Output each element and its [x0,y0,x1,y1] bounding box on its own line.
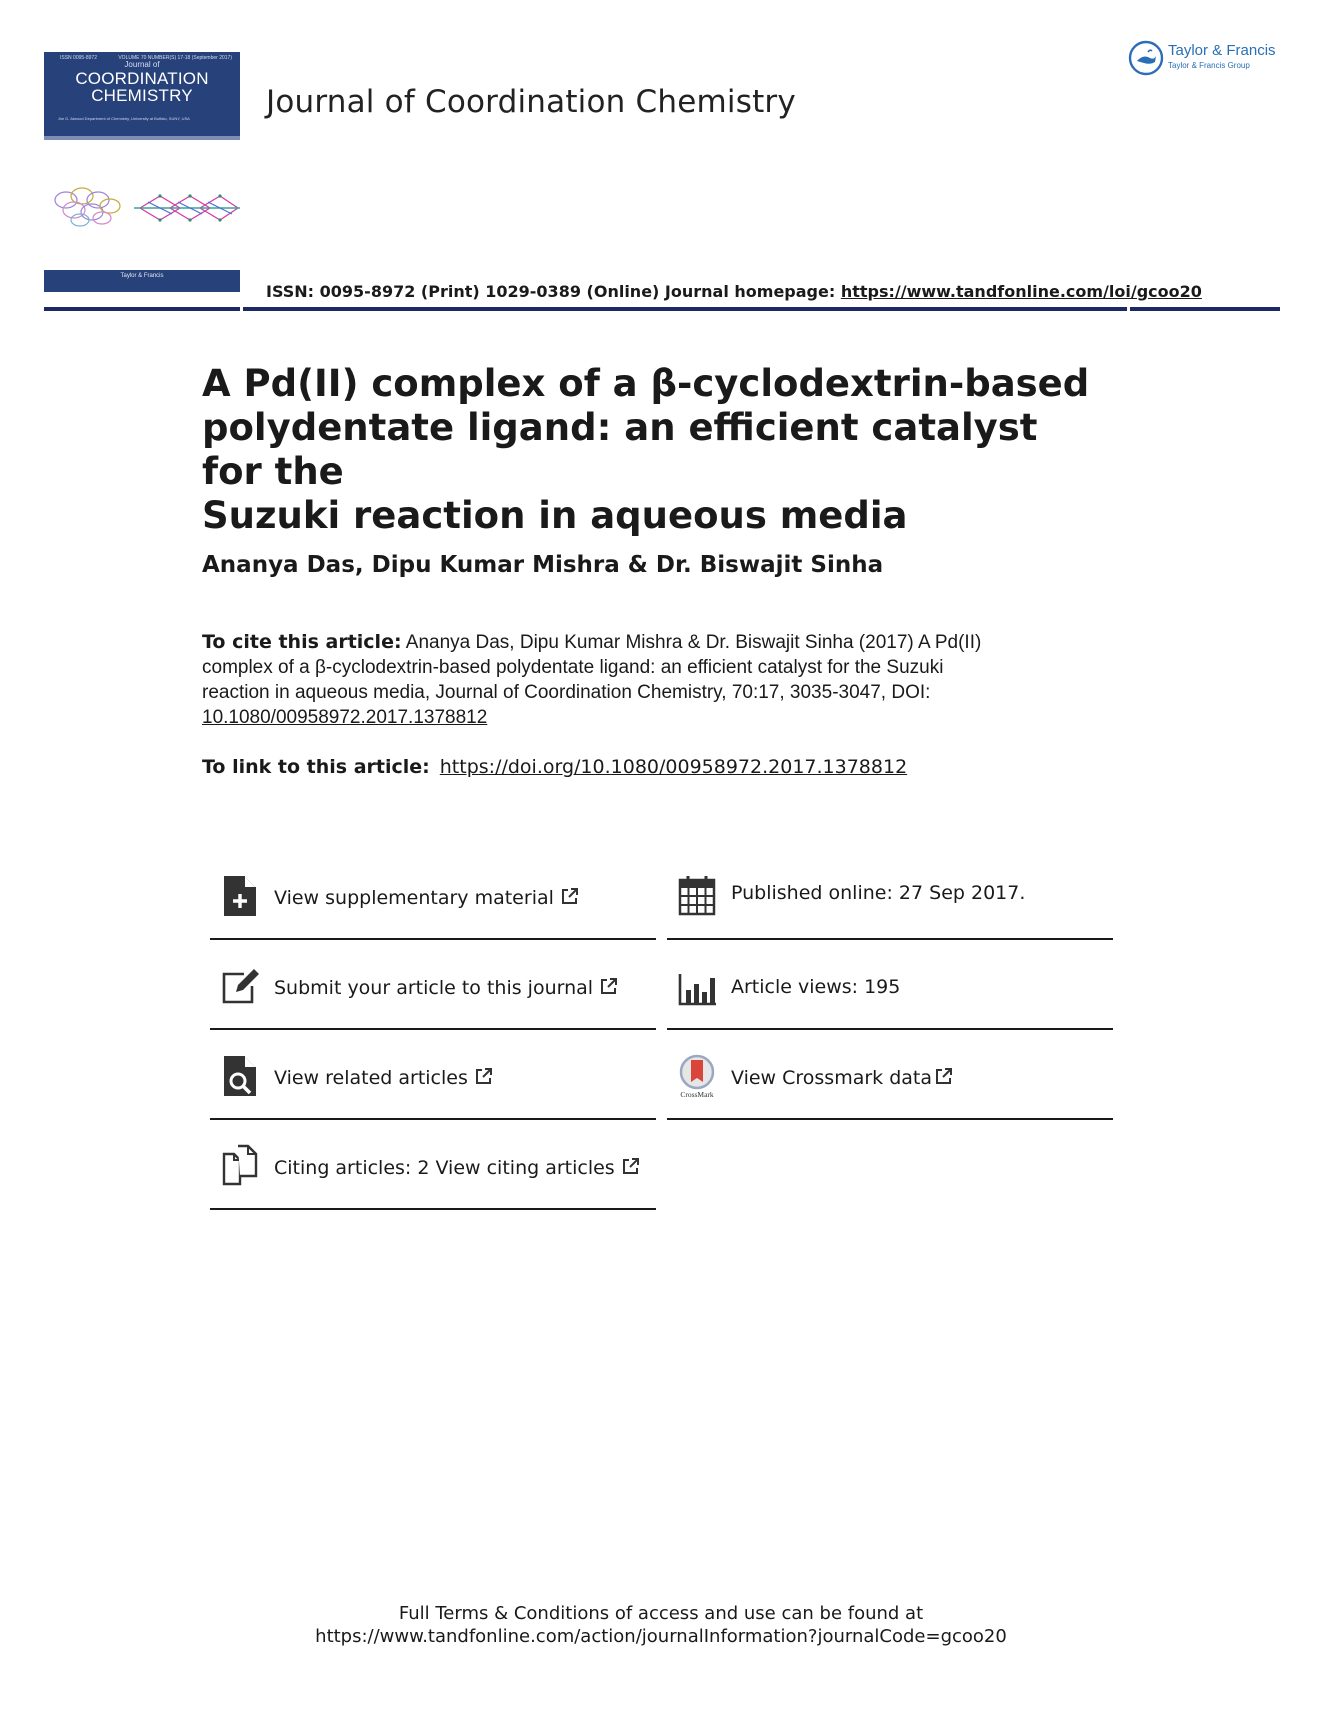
terms-text: Full Terms & Conditions of access and use can be found at [398,1603,924,1624]
crossmark-icon [677,1054,717,1098]
panel-divider [667,1028,1113,1030]
publisher-name: Taylor & Francis [1168,42,1276,59]
submit-article-link[interactable]: Submit your article to this journal [274,977,594,999]
supplementary-link[interactable]: View supplementary material [274,887,554,909]
panel-divider [210,938,656,940]
bar-chart-icon [677,964,717,1008]
external-link-icon [934,1066,954,1086]
cover-journal-of: Journal of [124,60,160,69]
cover-name-line1: COORDINATION [75,69,209,88]
panel-supplementary[interactable] [210,852,656,940]
journal-homepage-link[interactable]: https://www.tandfonline.com/loi/gcoo20 [840,282,1202,301]
cover-banner [44,52,240,136]
panel-divider [210,1118,656,1120]
citation-label: To cite this article: [202,631,402,653]
crossmark-link[interactable]: View Crossmark data [731,1067,933,1089]
calendar-icon [677,874,717,918]
article-authors: Ananya Das, Dipu Kumar Mishra & Dr. Biswajit Sinha [202,552,884,578]
related-articles-link[interactable]: View related articles [274,1067,468,1089]
article-link-label: To link to this article: [202,756,430,778]
cover-publisher-band [44,270,240,292]
issn-line [266,282,1202,301]
cover-name-line2: CHEMISTRY [91,86,193,105]
panel-citing[interactable] [210,1122,656,1210]
panel-crossmark[interactable] [667,1032,1113,1120]
panel-divider [210,1208,656,1210]
cover-molecule-illustration [44,178,240,238]
cover-divider [44,136,240,140]
header-rule-gap [1127,307,1130,311]
copy-documents-icon [220,1144,260,1188]
panel-text [274,1066,494,1089]
article-doi-link[interactable]: https://doi.org/10.1080/00958972.2017.1378812 [439,756,908,778]
panel-divider [667,1118,1113,1120]
cover-issn: ISSN 0095-8972 [60,55,97,61]
file-plus-icon [220,874,260,918]
crossmark-logo-text: CrossMark [680,1090,714,1098]
panel-divider [210,1028,656,1030]
external-link-icon [474,1066,494,1086]
citation-line [202,630,1082,655]
panel-text [274,886,580,909]
external-link-icon [599,976,619,996]
panel-text [274,1156,641,1179]
cover-journal-name [44,70,240,104]
file-search-icon [220,1054,260,1098]
terms-link[interactable]: https://www.tandfonline.com/action/journalInformation?journalCode=gcoo20 [315,1626,1007,1647]
panel-text [274,976,619,999]
terms-footer [0,1602,1322,1648]
citation-doi-link[interactable]: 10.1080/00958972.2017.1378812 [202,707,488,728]
publisher-group: Taylor & Francis Group [1168,61,1250,70]
article-views-text: Article views: 195 [731,976,901,998]
issn-text: ISSN: 0095-8972 (Print) 1029-0389 (Online) Journal homepage: [266,282,841,301]
journal-cover-image [44,52,240,292]
header-rule-gap [240,307,243,311]
cover-volume: VOLUME 70 NUMBER(S) 17-18 (September 2017) [118,55,232,61]
cover-publisher: Taylor & Francis [120,273,164,279]
panel-views [667,942,1113,1030]
panel-divider [667,938,1113,940]
header-rule [44,307,1280,311]
publisher-logo[interactable] [1128,38,1288,78]
publisher-lamp-icon [1128,40,1164,76]
published-online-text: Published online: 27 Sep 2017. [731,882,1026,904]
article-title [202,362,1102,538]
article-link-line [202,756,907,778]
external-link-icon [560,886,580,906]
citation-text: Ananya Das, Dipu Kumar Mishra & Dr. Biswajit Sinha (2017) A Pd(II) [401,632,982,653]
journal-title: Journal of Coordination Chemistry [266,84,796,120]
external-link-icon [621,1156,641,1176]
panel-published [667,852,1113,940]
article-title-line: A Pd(II) complex of a β-cyclodextrin-based [202,362,1090,405]
panel-submit[interactable] [210,942,656,1030]
citation-line: reaction in aqueous media, Journal of Coordination Chemistry, 70:17, 3035-3047, DOI: [202,682,931,703]
citing-articles-link[interactable]: Citing articles: 2 View citing articles [274,1157,615,1179]
cover-editor: Jim D. Atwood Department of Chemistry, University at Buffalo, SUNY, USA [58,116,190,121]
citation-line: complex of a β-cyclodextrin-based polydentate ligand: an efficient catalyst for the Suzuki [202,657,944,678]
article-title-line: polydentate ligand: an efficient catalyst for the [202,406,1038,493]
citation-block [202,630,1082,730]
edit-icon [220,964,260,1008]
article-title-line: Suzuki reaction in aqueous media [202,494,908,537]
panel-text [731,1066,954,1089]
panel-related[interactable] [210,1032,656,1120]
